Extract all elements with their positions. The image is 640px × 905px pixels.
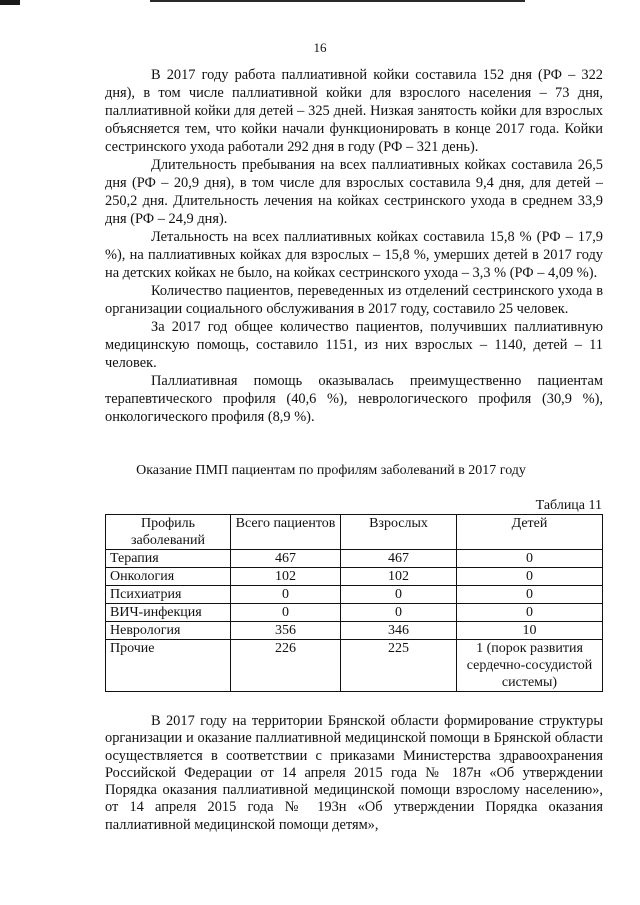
header-children: Детей bbox=[457, 515, 603, 550]
body-text bbox=[105, 66, 603, 426]
profile-table bbox=[105, 514, 603, 692]
table-caption: Оказание ПМП пациентам по профилям заболеваний в 2017 году bbox=[136, 463, 526, 478]
cell-profile: Неврология bbox=[106, 622, 231, 640]
header-adults: Взрослых bbox=[341, 515, 457, 550]
paragraph: Паллиативная помощь оказывалась преимущественно пациентам терапевтического профиля (40,6 %), неврологического профиля (30,9 %), онкологического профиля (8,9 %). bbox=[105, 373, 603, 425]
cell-profile: Психиатрия bbox=[106, 586, 231, 604]
table-row bbox=[106, 622, 603, 640]
cell-total: 467 bbox=[231, 550, 341, 568]
cell-adults: 0 bbox=[341, 586, 457, 604]
paragraph: В 2017 году на территории Брянской области формирование структуры организации и оказание паллиативной медицинской помощи в Брянской области осуществляется в соответствии с приказами Министерства здравоохранения Российской Федерации от 14 апреля 2015 года № 187н «Об утверждении Порядка оказания паллиативной медицинской помощи взрослому населению», от 14 апреля 2015 года № 193н «Об утверждении Порядка оказания паллиативной медицинской помощи детям», bbox=[105, 713, 603, 833]
closing-text bbox=[105, 713, 603, 834]
table-row bbox=[106, 586, 603, 604]
table-row bbox=[106, 604, 603, 622]
table-row bbox=[106, 550, 603, 568]
cell-adults: 346 bbox=[341, 622, 457, 640]
cell-children: 1 (порок развития сердечно-сосудистой системы) bbox=[457, 640, 603, 692]
cell-adults: 102 bbox=[341, 568, 457, 586]
scan-edge-mark bbox=[0, 0, 20, 5]
header-total: Всего пациентов bbox=[231, 515, 341, 550]
cell-children: 10 bbox=[457, 622, 603, 640]
cell-profile: Онкология bbox=[106, 568, 231, 586]
paragraph: Количество пациентов, переведенных из отделений сестринского ухода в организации социального обслуживания в 2017 году, составило 25 человек. bbox=[105, 283, 603, 317]
paragraph: В 2017 году работа паллиативной койки составила 152 дня (РФ – 322 дня), в том числе паллиативной койки для взрослого населения – 73 дня, паллиативной койки для детей – 325 дней. Низкая занятость койки для взрослых объясняется тем, что койки начали функционировать в конце 2017 года. Койки сестринского ухода работали 292 дня в году (РФ – 321 день). bbox=[105, 67, 603, 155]
paragraph: За 2017 год общее количество пациентов, получивших паллиативную медицинскую помощь, составило 1151, из них взрослых – 1140, детей – 11 человек. bbox=[105, 319, 603, 371]
cell-total: 102 bbox=[231, 568, 341, 586]
scan-top-line bbox=[150, 0, 525, 2]
cell-children: 0 bbox=[457, 586, 603, 604]
table-row bbox=[106, 568, 603, 586]
cell-total: 226 bbox=[231, 640, 341, 692]
table-label: Таблица 11 bbox=[535, 498, 602, 513]
cell-adults: 467 bbox=[341, 550, 457, 568]
cell-children: 0 bbox=[457, 550, 603, 568]
table-row bbox=[106, 640, 603, 692]
cell-children: 0 bbox=[457, 568, 603, 586]
table-header-row bbox=[106, 515, 603, 550]
cell-profile: Прочие bbox=[106, 640, 231, 692]
cell-profile: ВИЧ-инфекция bbox=[106, 604, 231, 622]
cell-total: 0 bbox=[231, 604, 341, 622]
paragraph: Летальность на всех паллиативных койках составила 15,8 % (РФ – 17,9 %), на паллиативных койках для взрослых – 15,8 %, умерших детей в 2017 году на детских койках не было, на койках сестринского ухода – 3,3 % (РФ – 4,09 %). bbox=[105, 229, 603, 281]
cell-total: 0 bbox=[231, 586, 341, 604]
cell-adults: 225 bbox=[341, 640, 457, 692]
cell-total: 356 bbox=[231, 622, 341, 640]
header-profile: Профиль заболеваний bbox=[106, 515, 231, 550]
cell-adults: 0 bbox=[341, 604, 457, 622]
cell-profile: Терапия bbox=[106, 550, 231, 568]
page-number: 16 bbox=[313, 40, 327, 55]
cell-children: 0 bbox=[457, 604, 603, 622]
paragraph: Длительность пребывания на всех паллиативных койках составила 26,5 дня (РФ – 20,9 дня), в том числе для взрослых составила 9,4 дня, для детей – 250,2 дня. Длительность лечения на койках сестринского ухода в среднем 33,9 дня (РФ – 24,9 дня). bbox=[105, 157, 603, 227]
